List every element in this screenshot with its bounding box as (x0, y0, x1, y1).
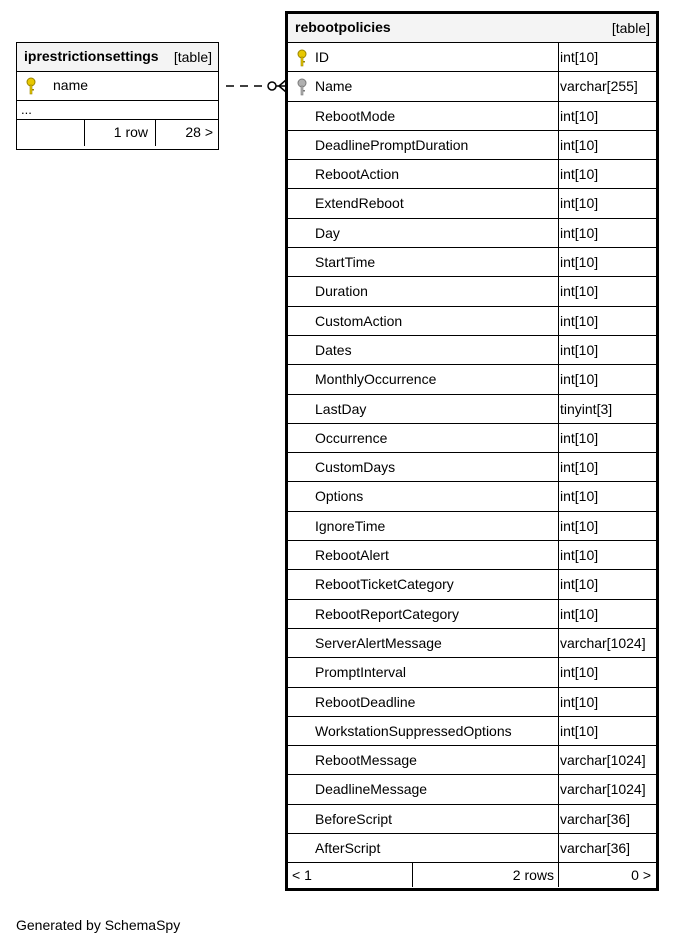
column-type: varchar[1024] (560, 752, 646, 769)
ellipsis-text: ... (21, 102, 32, 117)
table-row (288, 189, 656, 218)
table-row (288, 160, 656, 189)
column-type: int[10] (560, 166, 599, 183)
table-row (288, 688, 656, 717)
table-row (288, 629, 656, 658)
column-name: AfterScript (315, 840, 381, 857)
column-name: BeforeScript (315, 810, 393, 827)
column-type: tinyint[3] (560, 400, 613, 417)
primary-key-icon (25, 77, 37, 95)
column-type: int[10] (560, 517, 599, 534)
table-rebootpolicies[interactable] (285, 11, 659, 891)
column-name: IgnoreTime (315, 517, 386, 534)
table-row-ellipsis (17, 101, 218, 120)
table-kind: [table] (611, 20, 650, 36)
table-row (288, 336, 656, 365)
table-row (288, 717, 656, 746)
table-header (288, 14, 656, 43)
column-name: ID (315, 49, 329, 65)
column-type: int[10] (560, 693, 599, 710)
table-row (288, 658, 656, 687)
table-row (17, 72, 218, 101)
column-name: MonthlyOccurrence (315, 371, 437, 388)
table-row (288, 277, 656, 306)
table-row (288, 102, 656, 131)
table-row (288, 600, 656, 629)
table-row (288, 365, 656, 394)
column-name: Options (315, 488, 364, 505)
column-name: RebootMessage (315, 752, 417, 769)
column-type: int[10] (560, 312, 599, 329)
footer-children[interactable]: 0 > (631, 867, 651, 884)
table-kind: [table] (173, 49, 212, 65)
column-type: varchar[1024] (560, 634, 646, 651)
column-name: Duration (315, 283, 368, 300)
table-name: iprestrictionsettings (24, 48, 159, 64)
column-type: int[10] (560, 547, 599, 564)
column-type: int[10] (560, 459, 599, 476)
column-type: int[10] (560, 224, 599, 241)
table-row (288, 746, 656, 775)
column-name: ServerAlertMessage (315, 634, 442, 651)
table-row (288, 453, 656, 482)
column-list (288, 43, 656, 863)
footer-row-count: 2 rows (512, 867, 554, 884)
table-row (288, 219, 656, 248)
column-name: Dates (315, 341, 352, 358)
column-name: RebootReportCategory (315, 605, 459, 622)
column-name: RebootTicketCategory (315, 576, 454, 593)
column-name: Occurrence (315, 429, 388, 446)
table-row (288, 512, 656, 541)
column-name: Name (315, 78, 353, 95)
table-footer (288, 863, 656, 887)
column-type: varchar[255] (560, 78, 638, 95)
column-name: WorkstationSuppressedOptions (315, 722, 512, 739)
table-row (288, 541, 656, 570)
column-type: int[10] (560, 605, 599, 622)
column-type: int[10] (560, 195, 599, 212)
column-type: int[10] (560, 254, 599, 271)
column-name: LastDay (315, 400, 367, 417)
column-type: int[10] (560, 371, 599, 388)
column-type: varchar[36] (560, 840, 631, 857)
column-name: StartTime (315, 254, 376, 271)
table-row (288, 834, 656, 863)
footer-children[interactable]: 28 > (185, 124, 213, 140)
column-name: Day (315, 224, 340, 241)
column-type: varchar[1024] (560, 781, 646, 798)
table-iprestrictionsettings[interactable] (16, 42, 219, 150)
table-row (288, 775, 656, 804)
column-type: int[10] (560, 488, 599, 505)
column-type: int[10] (560, 341, 599, 358)
column-type: int[10] (560, 136, 599, 153)
foreign-key-icon (296, 78, 308, 96)
table-row (288, 248, 656, 277)
column-type: varchar[36] (560, 810, 631, 827)
column-name: DeadlineMessage (315, 781, 428, 798)
footer-parents[interactable]: < 1 (292, 867, 312, 884)
table-header (17, 43, 218, 72)
table-row (288, 805, 656, 834)
column-name: CustomAction (315, 312, 403, 329)
column-name: RebootDeadline (315, 693, 416, 710)
column-name: DeadlinePromptDuration (315, 136, 469, 153)
column-name: ExtendReboot (315, 195, 404, 212)
column-name: name (53, 77, 89, 93)
table-row (288, 482, 656, 511)
column-name: RebootAlert (315, 547, 389, 564)
column-type: int[10] (560, 49, 599, 65)
generated-by-text: Generated by SchemaSpy (16, 917, 181, 933)
table-row (288, 395, 656, 424)
table-row (288, 570, 656, 599)
primary-key-icon (296, 49, 308, 67)
column-name: RebootMode (315, 107, 396, 124)
column-type: int[10] (560, 722, 599, 739)
column-type: int[10] (560, 664, 599, 681)
column-name: CustomDays (315, 459, 396, 476)
table-row (288, 424, 656, 453)
column-name: PromptInterval (315, 664, 407, 681)
column-name: RebootAction (315, 166, 400, 183)
column-type: int[10] (560, 283, 599, 300)
table-name: rebootpolicies (295, 19, 391, 35)
table-row (288, 307, 656, 336)
column-type: int[10] (560, 429, 599, 446)
footer-row-count: 1 row (113, 124, 148, 140)
table-row (288, 72, 656, 101)
table-row (288, 131, 656, 160)
column-type: int[10] (560, 107, 599, 124)
table-footer (17, 120, 218, 146)
table-row (288, 43, 656, 72)
column-type: int[10] (560, 576, 599, 593)
